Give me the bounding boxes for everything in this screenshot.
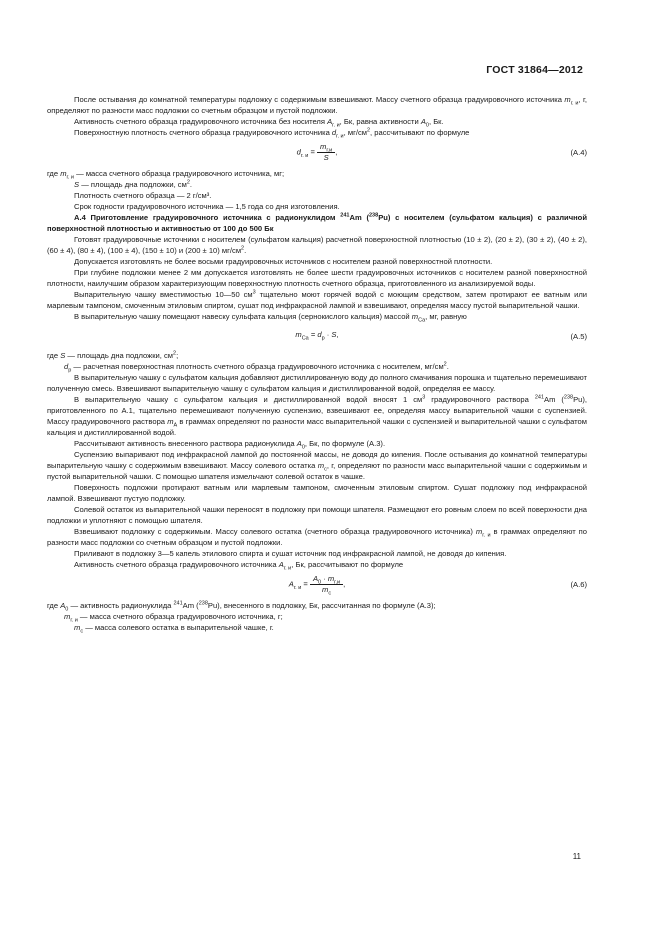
paragraph: После остывания до комнатной температуры подложку с содержимым взвешивают. Массу счетного образца градуировочного источника $m_{г. и}$, г, определяют по разности масс подложки со счетным образцом и пустой подложки. (47, 95, 588, 115)
formula-number: (A.6) (570, 580, 587, 589)
paragraph: Готовят градуировочные источники с носителем (сульфатом кальция) расчетной поверхностной плотностью (10 ± 2), (20 ± 2), (30 ± 2), (40 ± 2), (60 ± 4), (80 ± 4), (100 ± 4), (150 ± 10) и (200 ± 10) $мг/см^2$. (47, 235, 587, 255)
formula-a5: $m_{Ca} = d_p \cdot S$, (A.5) (295, 330, 587, 342)
paragraph: Поверхность подложки протирают ватным или марлевым тампоном, смоченным этиловым спиртом. Сушат подложку под инфракрасной лампой. Взвешивают пустую подложку. (47, 483, 587, 503)
paragraph: Суспензию выпаривают под инфракрасной лампой до постоянной массы, не доводя до кипения. После остывания до комнатной температуры выпарительную чашку с содержимым взвешивают. Массу солевого остатка $m_c$, г, определяют по разности масс выпарительной чашки с содержимым и пустой выпарительной чашки. С помощью шпателя измельчают солевой остаток в чашке. (47, 450, 587, 481)
paragraph: Поверхностную плотность счетного образца градуировочного источника $d_{г. и}$, $мг/см^2$, рассчитывают по формуле (74, 127, 470, 140)
where-clause: $d_p$ — расчетная поверхностная плотность счетного образца градуировочного источника с носителем, $мг/см^2$. (64, 361, 449, 374)
where-clause: где $m_{г. и}$ — масса счетного образца градуировочного источника, мг; (47, 169, 285, 181)
where-clause: где $A_0$ — активность радионуклида $^{241}$Am ($^{238}$Pu), внесенного в подложку, Бк, рассчитанная по формуле (А.3); (47, 600, 436, 613)
paragraph: В выпарительную чашку с сульфатом кальция и дистиллированной водой вносят 1 $см^3$ градуировочного раствора $^{241}$Am ($^{238}$Pu), приготовленного по А.1, тщательно перемешивают полученную суспензию, взвешивают ее, определяя массу выпарительной чашки с суспензией. Массу градуировочного раствора $m_A$ в граммах определяют по разности масс выпарительной чашки с суспензией и выпарительной чашки с сульфатом кальция и дистиллированной водой. (47, 394, 588, 437)
where-clause: $m_c$ — масса солевого остатка в выпарительной чашке, г. (74, 623, 274, 635)
section-title-a4: А.4 Приготовление градуировочного источника с радионуклидом $^{241}$Am ($^{238}$Pu) с носителем (сульфатом кальция) с различной поверхностной плотностью и активностью от 100 до 500 Бк (47, 212, 587, 233)
paragraph: Активность счетного образца градуировочного источника $A_{г. и}$, Бк, рассчитывают по формуле (74, 560, 404, 572)
paragraph: Солевой остаток из выпарительной чашки переносят в подложку при помощи шпателя. Размещают его ровным слоем по всей поверхности дна подложки и уплотняют с помощью шпателя. (47, 505, 587, 525)
formula-a6: $A_{г. и}$ = $\frac{A_0 \cdot m_{г.и}}{m_c}$ , (A.6) (288, 574, 587, 597)
paragraph: Рассчитывают активность внесенного раствора радионуклида $A_0$, Бк, по формуле (А.3). (74, 439, 386, 451)
paragraph: Выпарительную чашку вместимостью 10—50 $см^3$ тщательно моют горячей водой с моющим средством, затем протирают ее ватным или марлевым тампоном, смоченным этиловым спиртом, сушат под инфракрасной лампой и взвешивают, определяя массу пустой выпарительной чашки. (47, 289, 587, 310)
where-clause: S — площадь дна подложки, $см^2$. (74, 179, 192, 189)
formula-number: (A.4) (570, 148, 587, 157)
where-clause: $m_{г. и}$ — масса счетного образца градуировочного источника, г; (64, 612, 283, 624)
paragraph: При глубине подложки менее 2 мм допускается изготовлять не более шести градуировочных источников с носителем разной поверхностной плотности, наилучшим образом характеризующим поверхностную плотность счетного образца, приготовленного из анализируемой воды. (47, 268, 587, 288)
paragraph: Допускается изготовлять не более восьми градуировочных источников с носителем разной поверхностной плотности. (74, 257, 493, 266)
page-number: 11 (572, 852, 581, 861)
paragraph: Активность счетного образца градуировочного источника без носителя $A_{г. и}$, Бк, равна активности $A_0$, Бк. (74, 117, 444, 129)
paragraph: Срок годности градуировочного источника — 1,5 года со дня изготовления. (74, 202, 340, 211)
paragraph: В выпарительную чашку с сульфатом кальция добавляют дистиллированную воду до полного смачивания порошка и тщательно перемешивают полученную смесь. Взвешивают выпарительную чашку с сульфатом кальция и дистиллированной водой, определяя ее массу. (47, 373, 587, 393)
formula-number: (A.5) (570, 332, 587, 341)
where-clause: где S — площадь дна подложки, $см^2$; (47, 350, 179, 360)
standard-header: ГОСТ 31864—2012 (486, 64, 583, 76)
paragraph: Плотность счетного образца — 2 г/см³. (74, 191, 212, 200)
formula-a4: $d_{г. и}$ = $\frac{m_{г.и}}{S}$ , (A.4) (296, 142, 587, 162)
paragraph: Приливают в подложку 3—5 капель этилового спирта и сушат источник под инфракрасной лампой, не доводя до кипения. (74, 549, 507, 558)
document-body (47, 94, 587, 633)
paragraph: Взвешивают подложку с содержимым. Массу солевого остатка (счетного образца градуировочного источника) $m_{г. и}$ в граммах определяют по разности масс подложки со счетным образцом и пустой подложки. (47, 527, 588, 547)
paragraph: В выпарительную чашку помещают навеску сульфата кальция (сернокислого кальция) массой $m_{Ca}$, мг, равную (74, 312, 467, 324)
